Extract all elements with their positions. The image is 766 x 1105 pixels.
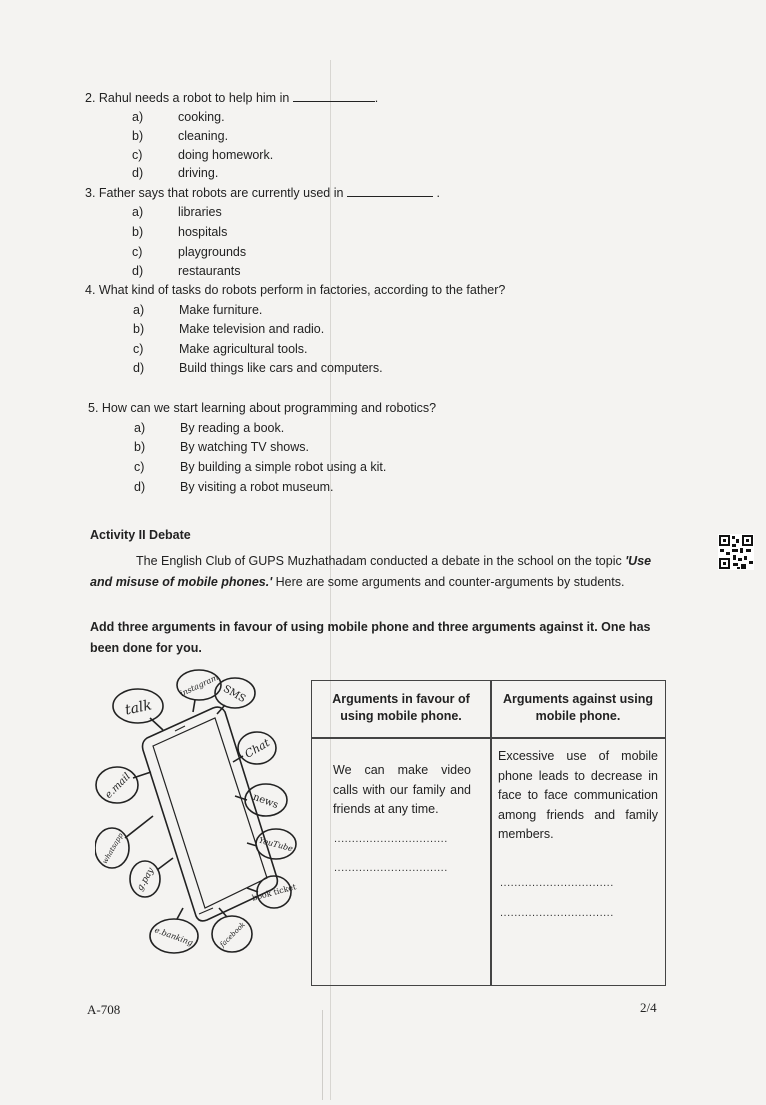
header-against: Arguments against using mobile phone.	[502, 692, 654, 723]
question-5: 5. How can we start learning about programming and robotics?	[88, 401, 437, 415]
header-divider	[312, 737, 665, 739]
argument-in-favour: We can make video calls with our family and friends at any time.	[333, 763, 471, 816]
argument-against: Excessive use of mobile phone leads to decrease in face to face communication among friends and family members.	[498, 749, 658, 841]
option: c) By building a simple robot using a kit.	[134, 460, 387, 474]
option: c) doing homework.	[132, 148, 274, 162]
answer-line: ................................	[500, 907, 614, 919]
option: d) driving.	[132, 166, 219, 180]
option: c) playgrounds	[132, 245, 247, 259]
bubble-label: YouTube	[257, 835, 294, 854]
bubble-label: facebook	[218, 920, 247, 949]
question-3: 3. Father says that robots are currently used in .	[85, 186, 440, 200]
bubble-label: e.banking	[153, 925, 195, 948]
option: b) By watching TV shows.	[134, 440, 309, 454]
option: c) Make agricultural tools.	[133, 342, 308, 356]
header-in-favour: Arguments in favour of using mobile phone.	[332, 692, 470, 723]
column-divider	[490, 681, 492, 985]
bubble-label: instagram	[178, 672, 220, 699]
bubble-label: book ticket	[251, 882, 298, 903]
paper-code: A-708	[87, 1002, 121, 1017]
option: a) libraries	[132, 205, 222, 219]
scan-fold-line	[322, 1010, 323, 1100]
option: a) Make furniture.	[133, 303, 263, 317]
bubble-label: g.pay	[135, 866, 157, 893]
qr-code-icon	[718, 534, 754, 570]
option: a) cooking.	[132, 110, 225, 124]
answer-line: ................................	[500, 877, 614, 889]
question-4: 4. What kind of tasks do robots perform in factories, according to the father?	[85, 283, 506, 297]
activity-paragraph: The English Club of GUPS Muzhathadam conducted a debate in the school on the topic 'Use and misuse of mobile phones.' Here are some arguments and counter-arguments by students.	[90, 554, 652, 589]
bubble-label: whatsapp	[100, 831, 125, 866]
activity-heading: Activity II Debate	[90, 528, 191, 542]
question-2: 2. Rahul needs a robot to help him in .	[85, 91, 379, 105]
bubble-label: talk	[123, 697, 154, 719]
bubble-label: SMS	[221, 683, 248, 706]
bubble-label: news	[251, 791, 280, 812]
option: d) restaurants	[132, 264, 241, 278]
bubble-label: e.mail	[103, 771, 133, 801]
option: b) hospitals	[132, 225, 228, 239]
arguments-table	[311, 680, 666, 986]
answer-line: ................................	[334, 862, 448, 874]
option: b) cleaning.	[132, 129, 229, 143]
option: b) Make television and radio.	[133, 322, 325, 336]
activity-instruction: Add three arguments in favour of using mobile phone and three arguments against it. One has been done for you.	[90, 620, 651, 655]
answer-line: ................................	[334, 833, 448, 845]
page-number: 2/4	[640, 1000, 657, 1015]
option: d) By visiting a robot museum.	[134, 480, 334, 494]
answer-blank	[347, 185, 433, 197]
answer-blank	[293, 90, 375, 102]
option: d) Build things like cars and computers.	[133, 361, 383, 375]
debate-topic: 'Use and misuse of mobile phones.'	[90, 554, 652, 589]
option: a) By reading a book.	[134, 421, 285, 435]
bubble-label: Chat	[242, 736, 272, 761]
mobile-phone-illustration	[95, 668, 305, 968]
